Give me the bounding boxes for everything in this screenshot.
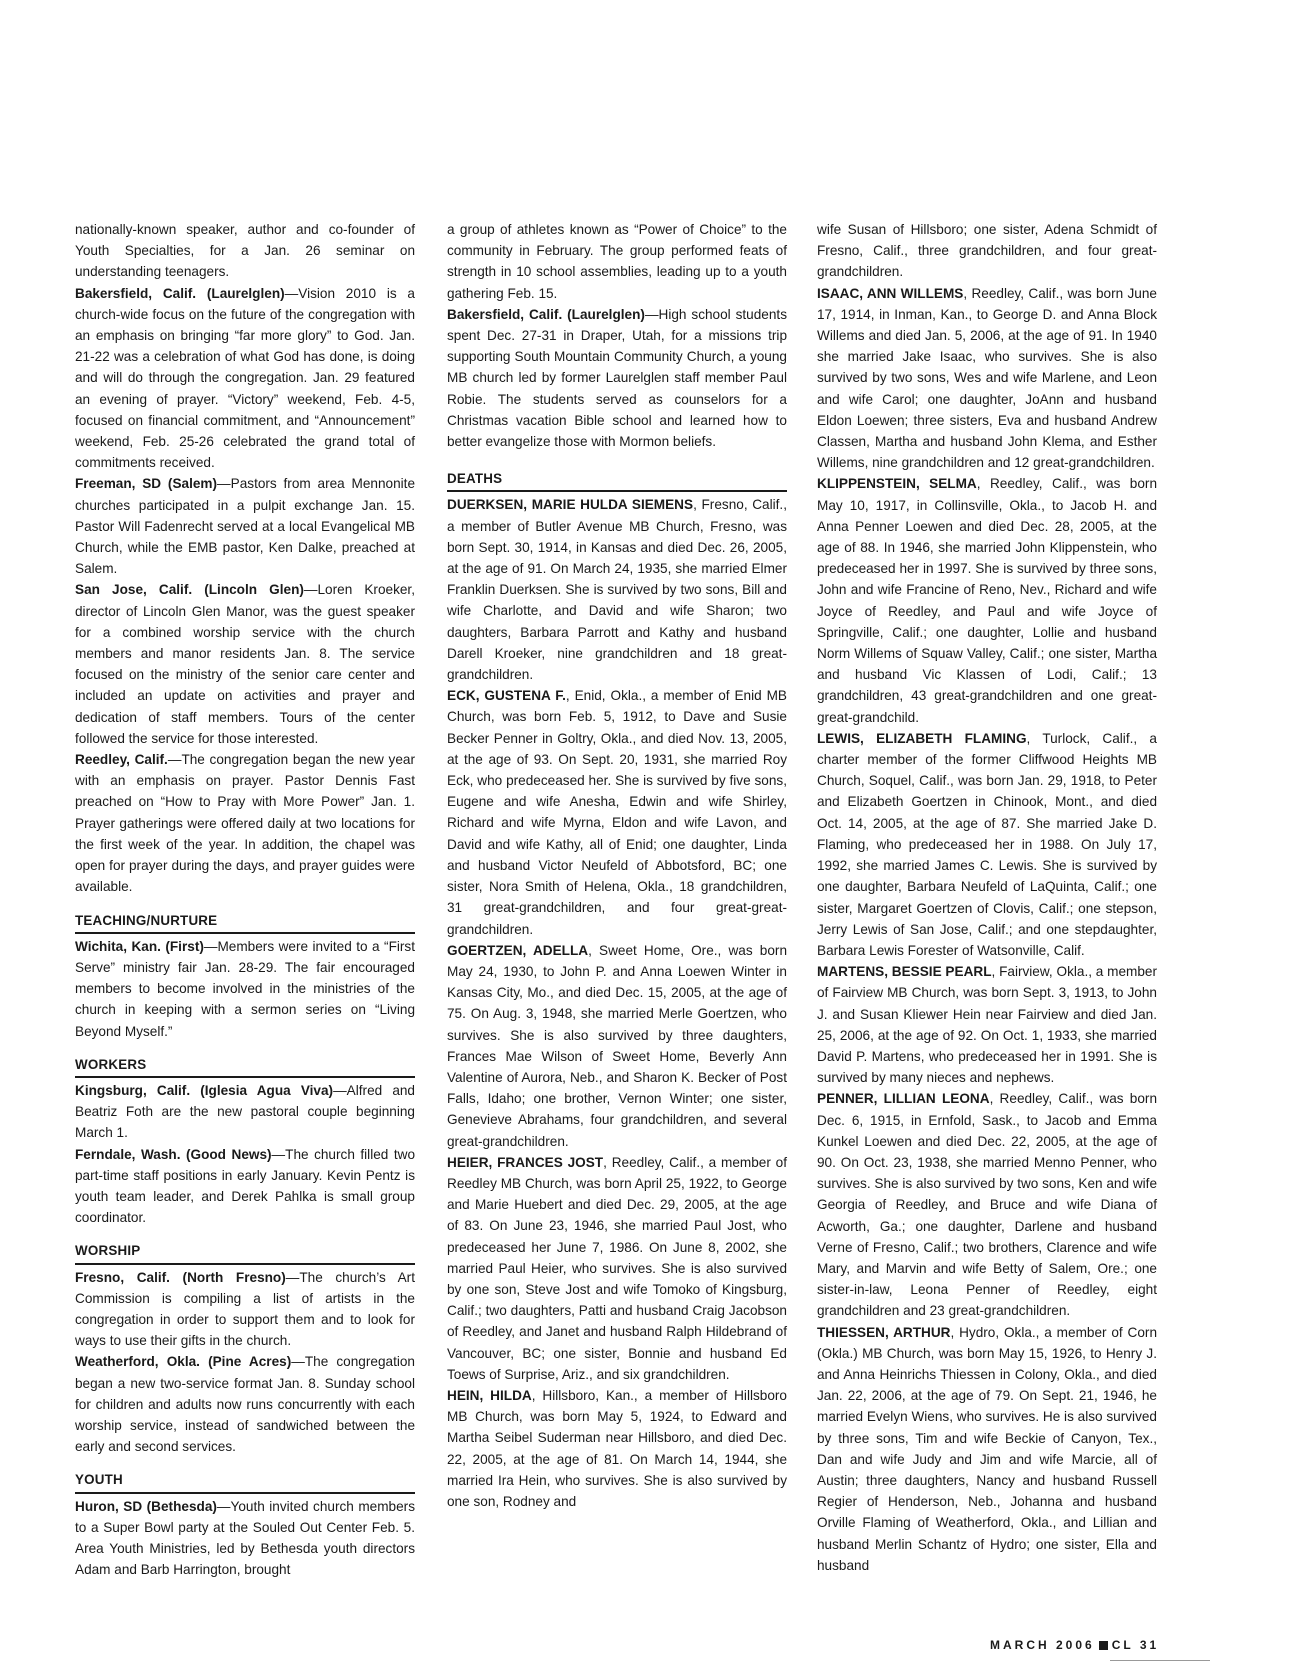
entry-text: , Reedley, Calif., was born Dec. 6, 1915, in Ernfold, Sask., to Jacob and Emma Kunkel Loewen and died Dec. 22, 2005, at the age of 90. On Oct. 23, 1938, she married Menno Penner, who survives. She is also survived by two sons, Ken and wife Georgia of Reedley, and Bruce and wife Diana of Acworth, Ga.; one daughter, Darlene and husband Verne of Fresno, Calif.; two brothers, Clarence and wife Mary, and Marvin and wife Betty of Salem, Ore.; one sister-in-law, Leona Penner of Reedley, eight grandchildren and 23 great-grandchildren.: [817, 1091, 1158, 1319]
entry-text: —High school students spent Dec. 27-31 in Draper, Utah, for a missions trip supporting South Mountain Community Church, a young MB church led by former Laurelglen staff member Paul Robie. The students served as counselors for a Christmas vacation Bible school and learned how to better evangelize those with Mormon beliefs.: [447, 306, 787, 450]
entry-paragraph: [75, 936, 415, 1042]
entry-paragraph: [75, 1144, 415, 1229]
entry-paragraph: [447, 685, 787, 939]
entry-paragraph: [817, 961, 1157, 1088]
column-1: [75, 219, 415, 1580]
entry-lead: San Jose, Calif. (Lincoln Glen): [75, 582, 304, 598]
entry-text: —Members were invited to a “First Serve” ministry fair Jan. 28-29. The fair encouraged members to become involved in the ministries of the church in keeping with a sermon series on “Living Beyond Myself.”: [75, 938, 415, 1039]
deaths-list-col3: [817, 283, 1157, 1576]
entry-lead: Freeman, SD (Salem): [75, 476, 218, 492]
entry-paragraph: [75, 1080, 415, 1144]
entry-paragraph: [817, 473, 1157, 727]
entry-text: , Fairview, Okla., a member of Fairview MB Church, was born Sept. 3, 1913, to John J. and Susan Kliewer Hein near Fairview and died Jan. 25, 2006, at the age of 92. On Oct. 1, 1933, she married David P. Martens, who predeceased her in 1991. She is survived by many nieces and nephews.: [817, 964, 1158, 1086]
entry-paragraph: [75, 579, 415, 749]
entry-lead: Ferndale, Wash. (Good News): [75, 1146, 272, 1162]
entry-lead: THIESSEN, ARTHUR: [817, 1324, 951, 1340]
entry-paragraph: [447, 1385, 787, 1512]
entry-paragraph: [817, 728, 1157, 961]
entry-lead: HEIER, FRANCES JOST: [447, 1154, 604, 1170]
footer-rule: [1110, 1660, 1210, 1661]
section-heading-teaching: TEACHING/NURTURE: [75, 910, 415, 934]
entry-lead: HEIN, HILDA: [447, 1387, 532, 1403]
section-heading-youth: YOUTH: [75, 1469, 415, 1493]
entry-lead: LEWIS, ELIZABETH FLAMING: [817, 730, 1027, 746]
entry-paragraph: [817, 283, 1157, 474]
entry-lead: Reedley, Calif.: [75, 752, 168, 768]
col2-intro: a group of athletes known as “Power of Choice” to the community in February. The group performed feats of strength in 10 school assemblies, leading up to a youth gathering Feb. 15.: [447, 222, 787, 301]
entry-lead: Huron, SD (Bethesda): [75, 1498, 217, 1514]
entry-text: —Loren Kroeker, director of Lincoln Glen Manor, was the guest speaker for a combined worship service with the church members and manor residents Jan. 8. The service focused on the ministry of the senior care center and included an update on activities and prayer and dedication of staff members. Tours of the center followed the service for those interested.: [75, 582, 415, 746]
entry-lead: Kingsburg, Calif. (Iglesia Agua Viva): [75, 1082, 334, 1098]
entry-paragraph: [817, 1088, 1157, 1321]
entry-lead: Weatherford, Okla. (Pine Acres): [75, 1354, 292, 1370]
entry-paragraph: [75, 473, 415, 579]
youth-list: [75, 1496, 415, 1581]
footer-page-number: CL 31: [1111, 1638, 1160, 1652]
entry-text: , Reedley, Calif., was born June 17, 1914, in Inman, Kan., to George D. and Anna Block Willems and died Jan. 5, 2006, at the age of 91. In 1940 she married Jake Isaac, who survives. She is also survived by two sons, Wes and wife Marlene, and Leon and wife Carol; one daughter, JoAnn and husband Eldon Loewen; three sisters, Eva and husband Andrew Classen, Martha and husband John Klema, and Esther Willems, nine grandchildren and 12 great-grandchildren.: [817, 285, 1157, 471]
entry-lead: GOERTZEN, ADELLA: [447, 942, 589, 958]
entry-lead: ISAAC, ANN WILLEMS: [817, 285, 964, 301]
entry-lead: DUERKSEN, MARIE HULDA SIEMENS: [447, 497, 694, 513]
entry-lead: ECK, GUSTENA F.: [447, 688, 566, 704]
entry-paragraph: [75, 1496, 415, 1581]
entry-paragraph: [447, 940, 787, 1152]
entry-text: —Alfred and Beatriz Foth are the new pastoral couple beginning March 1.: [75, 1082, 415, 1141]
entry-text: , Turlock, Calif., a charter member of the former Cliffwood Heights MB Church, Soquel, Calif., was born Jan. 29, 1918, to Peter and Elizabeth Goertzen in Chinook, Mont., and died Oct. 14, 2005, at the age of 87. She married Jake D. Flaming, who predeceased her in 1988. On July 17, 1992, she married James C. Lewis. She is survived by one daughter, Barbara Neufeld of LaQuinta, Calif.; one sister, Margaret Goertzen of Clovis, Calif.; one stepson, Jerry Lewis of San Jose, Calif.; and one stepdaughter, Barbara Lewis Forester of Watsonville, Calif.: [817, 730, 1157, 958]
col3-intro: wife Susan of Hillsboro; one sister, Adena Schmidt of Fresno, Calif., three grandchildren, and four great-grandchildren.: [817, 222, 1157, 280]
entry-paragraph: [817, 1322, 1157, 1576]
entry-text: , Enid, Okla., a member of Enid MB Church, was born Feb. 5, 1912, to Dave and Susie Becker Penner in Goltry, Okla., and died Nov. 13, 2005, at the age of 93. On Sept. 20, 1931, she married Roy Eck, who predeceased her. She is survived by five sons, Eugene and wife Anesha, Edwin and wife Shirley, Richard and wife Myrna, Eldon and wife Lavon, and David and wife Kathy, all of Enid; one daughter, Linda and husband Victor Neufeld of Abbotsford, BC; one sister, Nora Smith of Helena, Okla., 18 grandchildren, 31 great-grandchildren, and four great-great-grandchildren.: [447, 688, 787, 937]
entry-text: , Fresno, Calif., a member of Butler Avenue MB Church, Fresno, was born Sept. 30, 1914, in Kansas and died Dec. 26, 2005, at the age of 91. On March 24, 1935, she married Elmer Franklin Duerksen. She is survived by two sons, Bill and wife Charlotte, and David and wife Sharon; two daughters, Barbara Parrott and Kathy and husband Darell Kroeker, nine grandchildren and 18 great-grandchildren.: [447, 497, 787, 683]
workers-list: [75, 1080, 415, 1228]
entry-text: —Vision 2010 is a church-wide focus on the future of the congregation with an emphasis on bringing “far more glory” to God. Jan. 21-22 was a celebration of what God has done, is doing and will do through the congregation. Jan. 29 featured an evening of prayer. “Victory” weekend, Feb. 4-5, focused on financial commitment, and “Announcement” weekend, Feb. 25-26 celebrated the grand total of commitments received.: [75, 285, 415, 471]
entry-paragraph: [75, 1267, 415, 1352]
page-footer: [990, 1638, 1159, 1652]
entry-text: , Hydro, Okla., a member of Corn (Okla.) MB Church, was born May 15, 1926, to Henry J. and Anna Heinrichs Thiessen in Colony, Okla., and died Jan. 22, 2006, at the age of 79. On Sept. 21, 1946, he married Evelyn Wiens, who survives. He is also survived by three sons, Tim and wife Beckie of Canyon, Tex., Dan and wife Judy and Jim and wife Marcie, all of Austin; three daughters, Nancy and husband Russell Regier of Henderson, Neb., Johanna and husband Orville Flaming of Weatherford, Okla., and Lillian and husband Merlin Schantz of Hydro; one sister, Ella and husband: [817, 1324, 1158, 1573]
entry-lead: Bakersfield, Calif. (Laurelglen): [75, 285, 285, 301]
section-heading-worship: WORSHIP: [75, 1240, 415, 1264]
entry-paragraph: [447, 304, 787, 452]
entry-lead: Bakersfield, Calif. (Laurelglen): [447, 306, 645, 322]
entry-text: —Youth invited church members to a Super Bowl party at the Souled Out Center Feb. 5. Area Youth Ministries, led by Bethesda youth directors Adam and Barb Harrington, brought: [75, 1498, 415, 1578]
col1-intro: nationally-known speaker, author and co-founder of Youth Specialties, for a Jan. 26 seminar on understanding teenagers.: [75, 222, 415, 280]
entry-text: , Hillsboro, Kan., a member of Hillsboro MB Church, was born May 5, 1924, to Edward and Martha Seibel Suderman near Hillsboro, and died Dec. 22, 2005, at the age of 81. On March 14, 1944, she married Ira Hein, who survives. She is also survived by one son, Rodney and: [447, 1387, 787, 1509]
entry-text: —Pastors from area Mennonite churches participated in a pulpit exchange Jan. 15. Pastor Will Fadenrecht served at a local Evangelical MB Church, while the EMB pastor, Ken Dalke, preached at Salem.: [75, 476, 416, 577]
entry-lead: Fresno, Calif. (North Fresno): [75, 1269, 286, 1285]
deaths-list-col2: [447, 494, 787, 1512]
entry-text: —The congregation began a new two-service format Jan. 8. Sunday school for children and adults now runs concurrently with each worship service, instead of sandwiched between the early and second services.: [75, 1354, 415, 1455]
entry-text: , Sweet Home, Ore., was born May 24, 1930, to John P. and Anna Loewen Winter in Kansas City, Mo., and died Dec. 15, 2005, at the age of 75. On Aug. 3, 1948, she married Merle Goertzen, who survives. She is also survived by three daughters, Frances Mae Wilson of Sweet Home, Beverly Ann Valentine of Aurora, Neb., and Sharon K. Becker of Post Falls, Idaho; one brother, Vernon Winter; one sister, Genevieve Abrahams, four grandchildren, and several great-grandchildren.: [447, 942, 788, 1149]
entry-lead: KLIPPENSTEIN, SELMA: [817, 476, 977, 492]
entry-lead: PENNER, LILLIAN LEONA: [817, 1091, 990, 1107]
entry-text: , Reedley, Calif., was born May 10, 1917, in Collinsville, Okla., to Jacob H. and Anna Penner Loewen and died Dec. 28, 2005, at the age of 88. In 1946, she married John Klippenstein, who predeceased her in 1997. She is survived by three sons, John and wife Francine of Reno, Nev., Richard and wife Joyce of Reedley, and Paul and wife Joyce of Springville, Calif.; one daughter, Lollie and husband Norm Willems of Squaw Valley, Calif.; one sister, Martha and husband Vic Klassen of Lodi, Calif.; 13 grandchildren, 43 great-grandchildren and one great-great-grandchild.: [817, 476, 1158, 725]
worship-list: [75, 1267, 415, 1458]
entry-lead: MARTENS, BESSIE PEARL: [817, 964, 992, 980]
column-2: [447, 219, 787, 1512]
section-heading-deaths: DEATHS: [447, 468, 787, 492]
entry-text: —The church’s Art Commission is compiling a list of artists in the congregation in order to support them and to look for ways to use their gifts in the church.: [75, 1269, 415, 1349]
entry-paragraph: [447, 494, 787, 685]
footer-issue-date: MARCH 2006: [990, 1638, 1095, 1652]
column-3: [817, 219, 1157, 1576]
entry-text: —The church filled two part-time staff positions in early January. Kevin Pentz is youth team leader, and Derek Pahlka is small group coordinator.: [75, 1146, 416, 1226]
entry-paragraph: [447, 1152, 787, 1385]
section-heading-workers: WORKERS: [75, 1054, 415, 1078]
teaching-list: [75, 936, 415, 1042]
entry-paragraph: [75, 1351, 415, 1457]
entry-paragraph: [75, 749, 415, 897]
col1-news-list: [75, 283, 415, 898]
col2-news-list: [447, 304, 787, 452]
square-separator-icon: [1099, 1641, 1108, 1650]
entry-text: —The congregation began the new year with an emphasis on prayer. Pastor Dennis Fast preached on “How to Pray with More Power” Jan. 1. Prayer gatherings were offered daily at two locations for the first week of the year. In addition, the chapel was open for prayer during the days, and prayer guides were available.: [75, 752, 415, 895]
entry-text: , Reedley, Calif., a member of Reedley MB Church, was born April 25, 1922, to George and Marie Huebert and died Dec. 29, 2005, at the age of 83. On June 23, 1946, she married Paul Jost, who predeceased her June 7, 1986. On June 8, 2002, she married Paul Heier, who survives. She is also survived by one son, Steve Jost and wife Tomoko of Kingsburg, Calif.; two daughters, Patti and husband Craig Jacobson of Reedley, and Janet and husband Ralph Hildebrand of Vancouver, BC; one sister, Bonnie and husband Ed Toews of Surprise, Ariz., and six grandchildren.: [447, 1154, 787, 1382]
entry-paragraph: [75, 283, 415, 474]
entry-lead: Wichita, Kan. (First): [75, 938, 204, 954]
